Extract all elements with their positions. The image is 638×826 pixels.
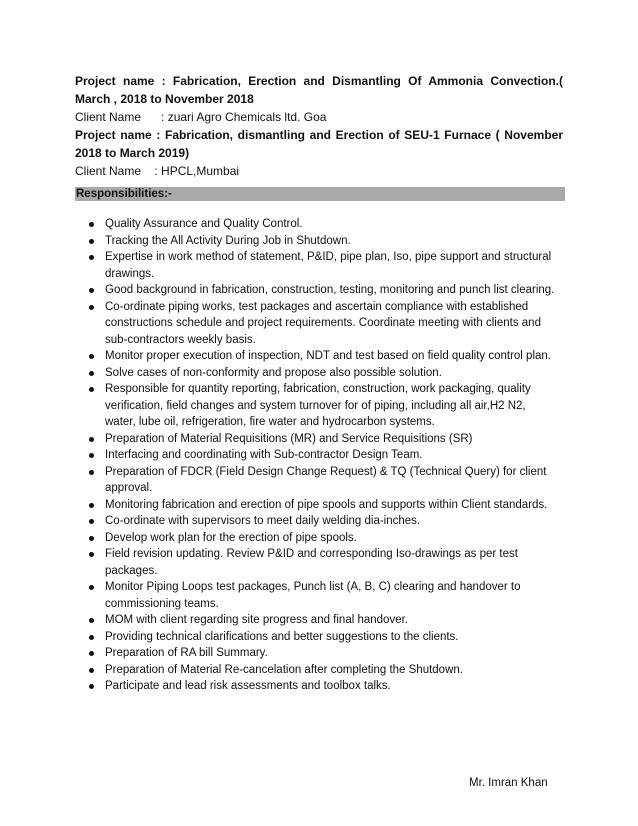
list-item: Responsible for quantity reporting, fabrication, construction, work packaging, quality verification, field changes and system turnover for of piping, including all air,H2 N2, water, lube oil, refrigeration, fire water and hydrocarbon systems. (75, 381, 565, 431)
project-title: Project name : Fabrication, dismantling and Erection of SEU-1 Furnace ( November 2018 to March 2019) (75, 128, 563, 160)
list-item: Co-ordinate with supervisors to meet daily welding dia-inches. (75, 513, 565, 530)
list-item: Expertise in work method of statement, P&ID, pipe plan, Iso, pipe support and structural drawings. (75, 249, 565, 282)
list-item: MOM with client regarding site progress and final handover. (75, 612, 565, 629)
list-item: Preparation of FDCR (Field Design Change Request) & TQ (Technical Query) for client approval. (75, 464, 565, 497)
list-item: Participate and lead risk assessments and toolbox talks. (75, 678, 565, 695)
list-item: Preparation of RA bill Summary. (75, 645, 565, 662)
list-item: Interfacing and coordinating with Sub-contractor Design Team. (75, 447, 565, 464)
list-item: Monitor Piping Loops test packages, Punch list (A, B, C) clearing and handover to commissioning teams. (75, 579, 565, 612)
list-item: Field revision updating. Review P&ID and corresponding Iso-drawings as per test packages. (75, 546, 565, 579)
list-item: Preparation of Material Re-cancelation after completing the Shutdown. (75, 662, 565, 679)
list-item: Solve cases of non-conformity and propose also possible solution. (75, 365, 565, 382)
list-item: Preparation of Material Requisitions (MR) and Service Requisitions (SR) (75, 431, 565, 448)
projects-section (75, 72, 563, 180)
list-item: Providing technical clarifications and better suggestions to the clients. (75, 629, 565, 646)
list-item: Monitor proper execution of inspection, NDT and test based on field quality control plan. (75, 348, 565, 365)
list-item: Co-ordinate piping works, test packages and ascertain compliance with established constructions schedule and project requirements. Coordinate meeting with clients and sub-contractors weekly basis. (75, 299, 565, 349)
list-item: Develop work plan for the erection of pipe spools. (75, 530, 565, 547)
client-name: Client Name : zuari Agro Chemicals ltd. Goa (75, 110, 327, 124)
list-item: Good background in fabrication, construction, testing, monitoring and punch list clearing. (75, 282, 565, 299)
list-item: Monitoring fabrication and erection of pipe spools and supports within Client standards. (75, 497, 565, 514)
list-item: Tracking the All Activity During Job in Shutdown. (75, 233, 565, 250)
project-title: Project name : Fabrication, Erection and Dismantling Of Ammonia Convection.( March , 2018 to November 2018 (75, 74, 563, 106)
responsibilities-list (75, 216, 565, 695)
responsibilities-heading: Responsibilities:- (75, 187, 565, 201)
footer-name: Mr. Imran Khan (469, 777, 548, 789)
list-item: Quality Assurance and Quality Control. (75, 216, 565, 233)
client-name: Client Name : HPCL,Mumbai (75, 164, 240, 178)
